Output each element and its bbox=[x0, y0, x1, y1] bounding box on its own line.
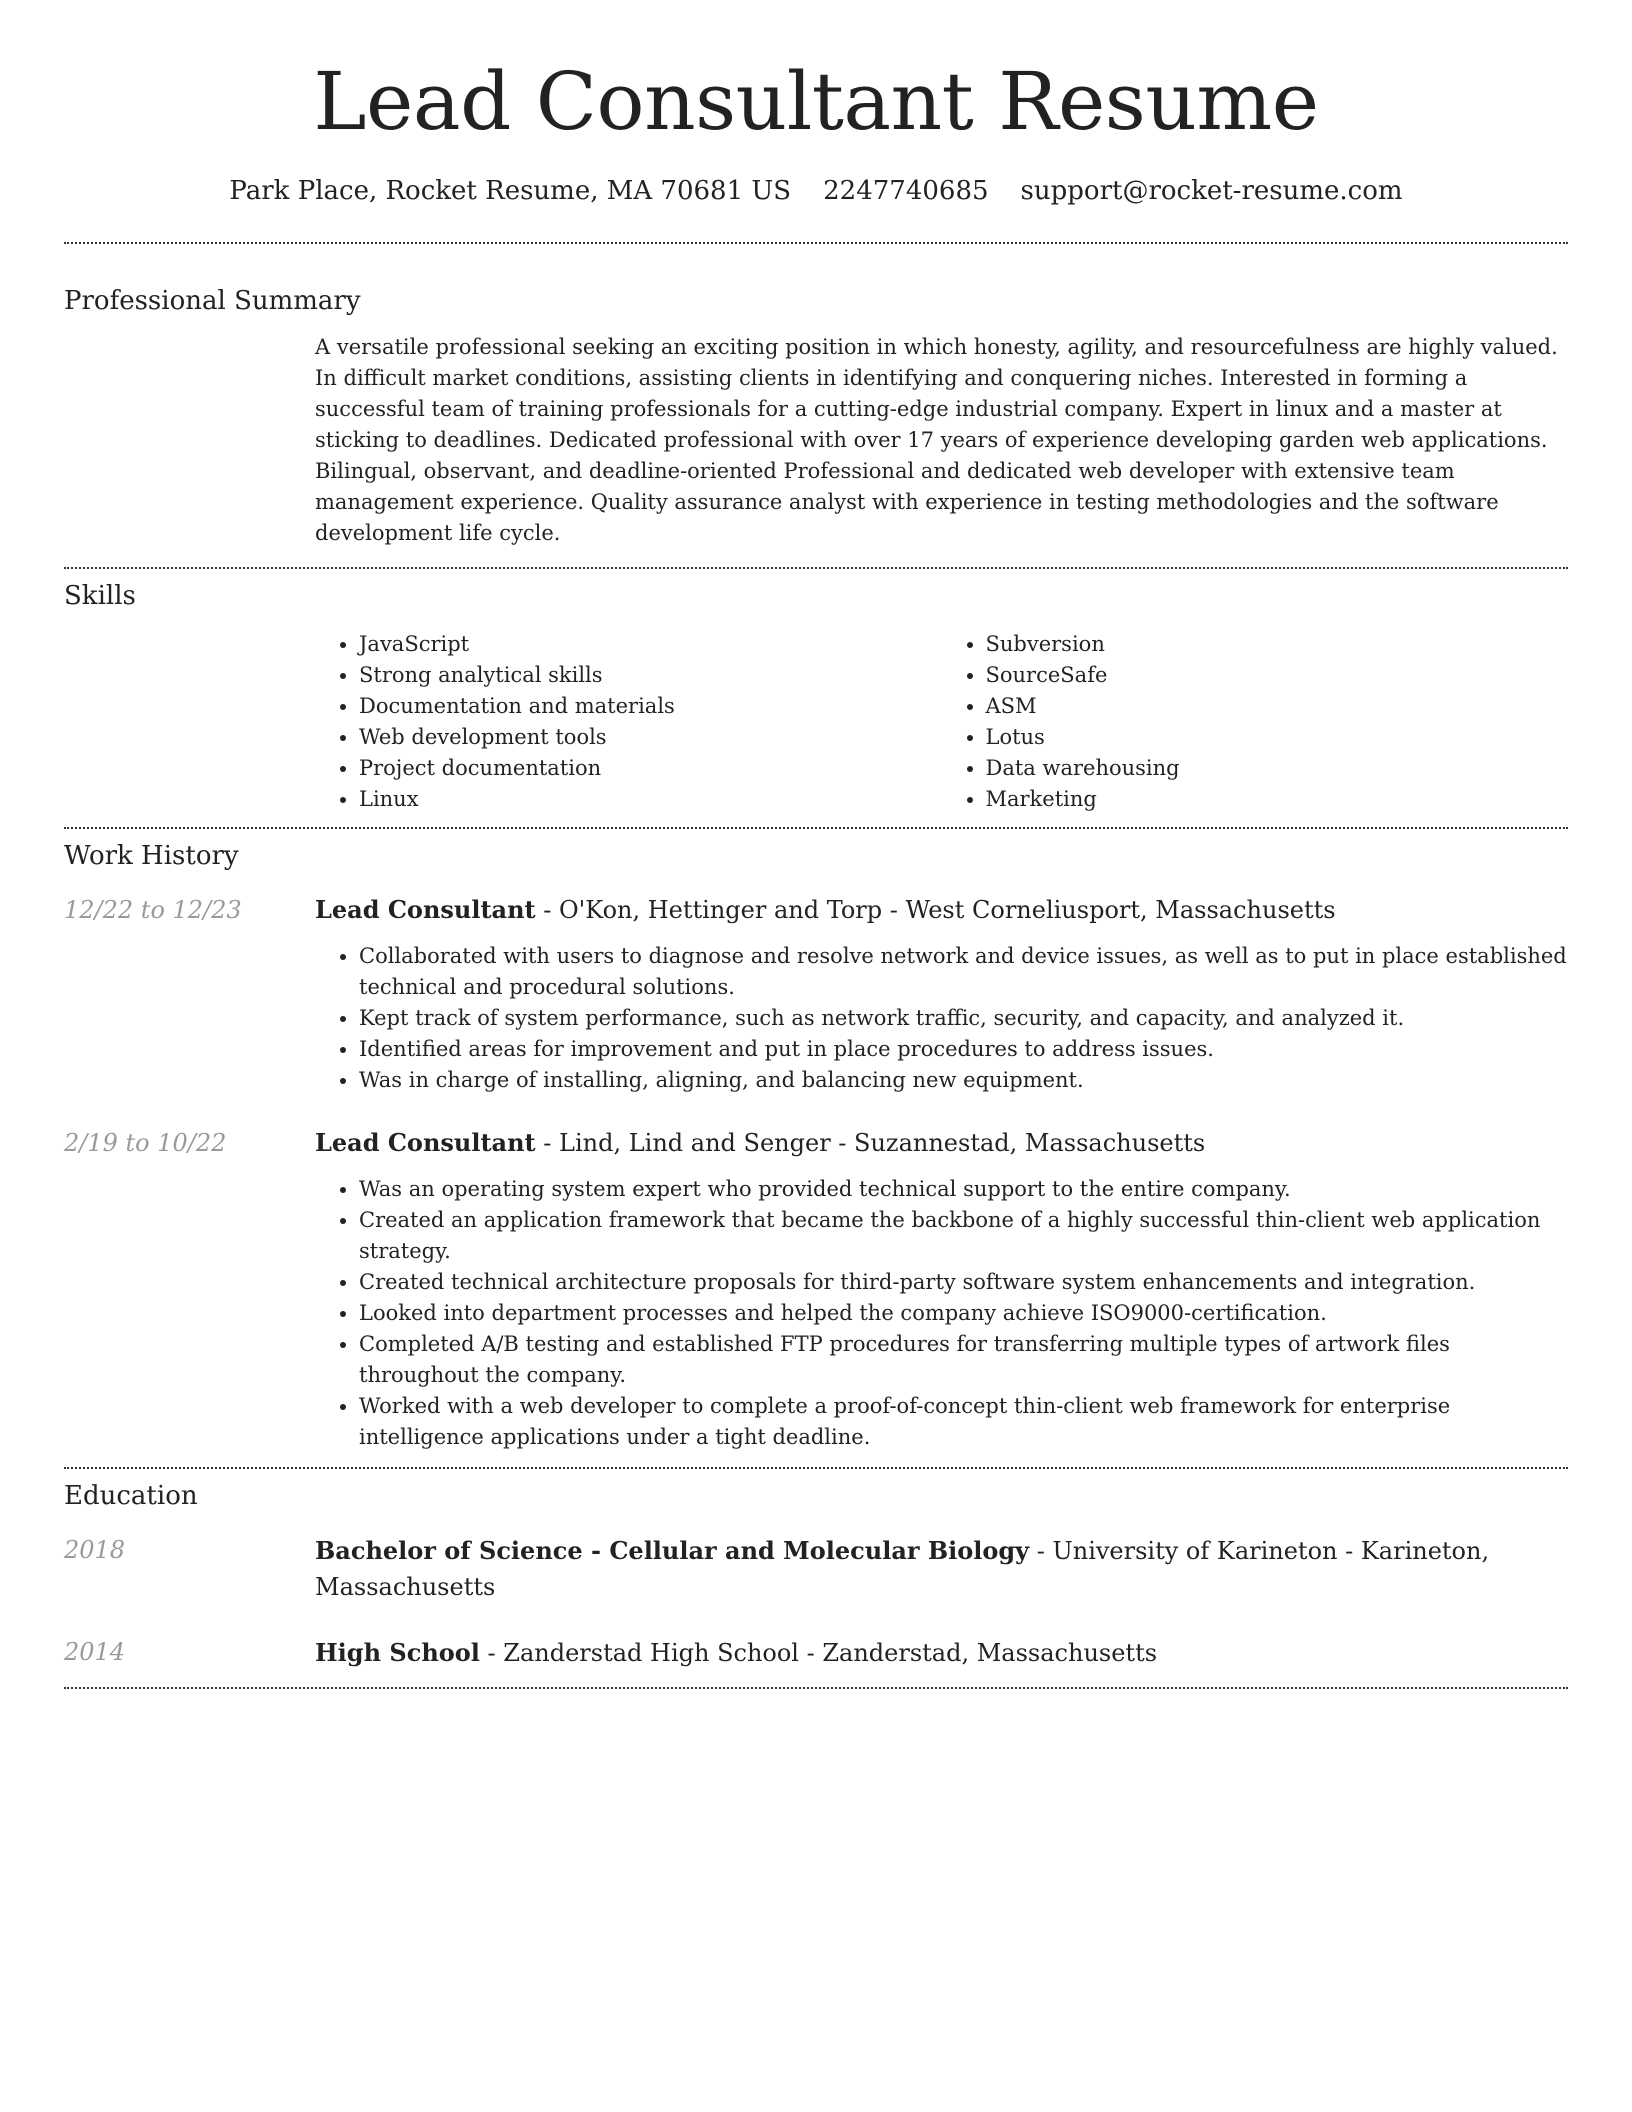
summary-section bbox=[64, 244, 1568, 567]
education-section bbox=[64, 1469, 1568, 1687]
section-title-education: Education bbox=[64, 1481, 198, 1511]
job-employer: - Lind, Lind and Senger - Suzannestad, Massachusetts bbox=[535, 1129, 1206, 1157]
job-bullets bbox=[315, 1174, 1568, 1453]
education-entry bbox=[64, 1533, 1568, 1605]
skill-item: • Project documentation bbox=[359, 753, 942, 784]
job-bullet: • Was an operating system expert who provided technical support to the entire company. bbox=[359, 1174, 1568, 1205]
job-bullets bbox=[315, 941, 1568, 1096]
skill-item: • Data warehousing bbox=[986, 753, 1569, 784]
job-bullet: • Was in charge of installing, aligning, and balancing new equipment. bbox=[359, 1065, 1568, 1096]
job-bullet: • Worked with a web developer to complete a proof-of-concept thin-client web framework for enterprise intelligence applications under a tight deadline. bbox=[359, 1391, 1568, 1453]
job-entry bbox=[64, 893, 1568, 1096]
skill-item: • Lotus bbox=[986, 722, 1569, 753]
education-entry bbox=[64, 1635, 1568, 1671]
skills-section bbox=[64, 569, 1568, 827]
resume-title: Lead Consultant Resume bbox=[313, 55, 1319, 148]
contact-line bbox=[64, 174, 1568, 208]
skill-item: • Documentation and materials bbox=[359, 691, 942, 722]
summary-text: A versatile professional seeking an exciting position in which honesty, agility, and resourcefulness are highly valued. In difficult market conditions, assisting clients in identifying and conquering niches. Interested in forming a successful team of training professionals for a cutting-edge industrial company. Expert in linux and a master at sticking to deadlines. Dedicated professional with over 17 years of experience developing garden web applications. Bilingual, observant, and deadline-oriented Professional and dedicated web developer with extensive team management experience. Quality assurance analyst with experience in testing methodologies and the software development life cycle. bbox=[315, 335, 1558, 545]
job-bullet: • Looked into department processes and helped the company achieve ISO9000-certification. bbox=[359, 1298, 1568, 1329]
skill-item: • Strong analytical skills bbox=[359, 660, 942, 691]
education-degree: Bachelor of Science - Cellular and Molecular Biology bbox=[315, 1536, 1030, 1565]
job-title: Lead Consultant bbox=[315, 1128, 536, 1157]
job-dates: 12/22 to 12/23 bbox=[64, 896, 242, 924]
job-employer: - O'Kon, Hettinger and Torp - West Corneliusport, Massachusetts bbox=[535, 896, 1336, 924]
section-title-summary: Professional Summary bbox=[64, 286, 361, 316]
skill-item: • JavaScript bbox=[359, 629, 942, 660]
section-title-skills: Skills bbox=[64, 581, 136, 611]
work-history-section bbox=[64, 829, 1568, 1467]
skill-item: • Marketing bbox=[986, 784, 1569, 815]
skill-item: • ASM bbox=[986, 691, 1569, 722]
education-heading bbox=[315, 1533, 1568, 1605]
job-bullet: • Completed A/B testing and established FTP procedures for transferring multiple types of artwork files throughout the company. bbox=[359, 1329, 1568, 1391]
contact-email: support@rocket-resume.com bbox=[1020, 176, 1403, 206]
skill-item: • Web development tools bbox=[359, 722, 942, 753]
job-heading bbox=[315, 893, 1568, 927]
skills-list-left bbox=[315, 629, 942, 815]
job-bullet: • Collaborated with users to diagnose and resolve network and device issues, as well as to put in place established technical and procedural solutions. bbox=[359, 941, 1568, 1003]
skill-item: • Linux bbox=[359, 784, 942, 815]
job-dates: 2/19 to 10/22 bbox=[64, 1129, 227, 1157]
job-bullet: • Created an application framework that became the backbone of a highly successful thin-client web application strategy. bbox=[359, 1205, 1568, 1267]
education-year: 2018 bbox=[64, 1536, 126, 1564]
education-school: - Zanderstad High School - Zanderstad, Massachusetts bbox=[479, 1639, 1158, 1667]
job-entry bbox=[64, 1126, 1568, 1453]
job-bullet: • Created technical architecture proposals for third-party software system enhancements and integration. bbox=[359, 1267, 1568, 1298]
education-heading bbox=[315, 1635, 1568, 1671]
contact-phone: 2247740685 bbox=[823, 176, 989, 206]
contact-address: Park Place, Rocket Resume, MA 70681 US bbox=[229, 176, 792, 206]
job-title: Lead Consultant bbox=[315, 895, 536, 924]
education-year: 2014 bbox=[64, 1638, 126, 1666]
skill-item: • Subversion bbox=[986, 629, 1569, 660]
divider bbox=[64, 1687, 1568, 1689]
job-bullet: • Kept track of system performance, such as network traffic, security, and capacity, and analyzed it. bbox=[359, 1003, 1568, 1034]
skill-item: • SourceSafe bbox=[986, 660, 1569, 691]
section-title-work: Work History bbox=[64, 841, 239, 871]
job-heading bbox=[315, 1126, 1568, 1160]
job-bullet: • Identified areas for improvement and put in place procedures to address issues. bbox=[359, 1034, 1568, 1065]
education-degree: High School bbox=[315, 1638, 480, 1667]
skills-list-right bbox=[942, 629, 1569, 815]
education-school: - University of Karineton - Karineton, Massachusetts bbox=[315, 1537, 1490, 1601]
